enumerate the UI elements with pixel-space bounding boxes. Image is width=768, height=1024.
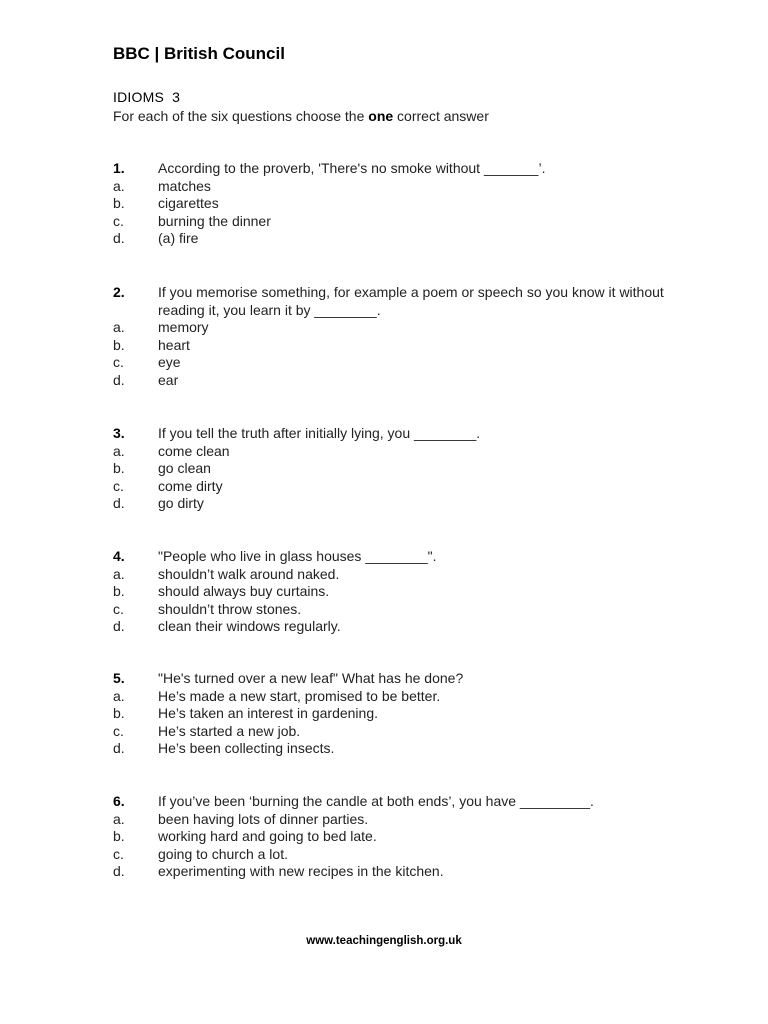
option-letter: a. xyxy=(113,177,125,194)
option-text: go clean xyxy=(158,460,211,477)
option-text: (a) fire xyxy=(158,230,199,247)
question-2 xyxy=(113,284,673,390)
question-text: If you’ve been ‘burning the candle at both ends’, you have _________. xyxy=(158,793,594,809)
document-header-title: BBC | British Council xyxy=(113,44,285,63)
option-letter: b. xyxy=(113,195,125,212)
option-d xyxy=(113,740,673,758)
footer-url: www.teachingenglish.org.uk xyxy=(306,935,462,947)
option-text: come dirty xyxy=(158,477,223,494)
option-letter: b. xyxy=(113,583,125,600)
option-letter: c. xyxy=(113,212,124,229)
option-letter: b. xyxy=(113,460,125,477)
option-text: shouldn’t walk around naked. xyxy=(158,565,340,582)
question-1 xyxy=(113,160,673,248)
option-c xyxy=(113,723,673,741)
option-letter: a. xyxy=(113,565,125,582)
option-letter: c. xyxy=(113,477,124,494)
question-5-stem xyxy=(113,670,673,688)
question-number: 5. xyxy=(113,670,125,686)
option-letter: d. xyxy=(113,740,125,757)
option-letter: b. xyxy=(113,336,125,353)
option-d xyxy=(113,372,673,390)
option-b xyxy=(113,583,673,601)
option-letter: d. xyxy=(113,495,125,512)
question-1-stem xyxy=(113,160,673,178)
option-d xyxy=(113,618,673,636)
option-letter: c. xyxy=(113,354,124,371)
question-6 xyxy=(113,793,673,881)
option-text: He’s been collecting insects. xyxy=(158,740,335,757)
option-letter: c. xyxy=(113,845,124,862)
instructions xyxy=(113,108,489,125)
option-text: He’s started a new job. xyxy=(158,722,301,739)
question-6-stem xyxy=(113,793,673,811)
option-letter: d. xyxy=(113,618,125,635)
instructions-emphasis: one xyxy=(368,108,394,124)
option-text: memory xyxy=(158,319,209,336)
option-letter: c. xyxy=(113,722,124,739)
option-d xyxy=(113,230,673,248)
option-text: working hard and going to bed late. xyxy=(158,828,377,845)
option-letter: a. xyxy=(113,687,125,704)
option-letter: c. xyxy=(113,600,124,617)
option-b xyxy=(113,828,673,846)
option-text: should always buy curtains. xyxy=(158,583,330,600)
option-text: clean their windows regularly. xyxy=(158,618,341,635)
question-4 xyxy=(113,548,673,636)
option-text: He’s taken an interest in gardening. xyxy=(158,705,378,722)
question-text: If you memorise something, for example a poem or speech so you know it without reading it, you learn it by ________. xyxy=(158,284,664,318)
option-text: ear xyxy=(158,371,179,388)
option-text: cigarettes xyxy=(158,195,219,212)
option-text: matches xyxy=(158,177,211,194)
instructions-prefix: For each of the six questions choose the xyxy=(113,108,369,124)
question-number: 4. xyxy=(113,548,125,564)
option-text: going to church a lot. xyxy=(158,845,288,862)
option-text: been having lots of dinner parties. xyxy=(158,810,369,827)
option-letter: b. xyxy=(113,828,125,845)
question-4-stem xyxy=(113,548,673,566)
question-3-stem xyxy=(113,425,673,443)
option-letter: a. xyxy=(113,810,125,827)
question-text: "People who live in glass houses ________". xyxy=(158,548,437,564)
question-text: According to the proverb, 'There's no smoke without _______’. xyxy=(158,160,546,176)
option-c xyxy=(113,213,673,231)
option-d xyxy=(113,863,673,881)
option-c xyxy=(113,601,673,619)
option-a xyxy=(113,688,673,706)
option-a xyxy=(113,178,673,196)
option-text: experimenting with new recipes in the kitchen. xyxy=(158,863,444,880)
option-a xyxy=(113,566,673,584)
option-letter: d. xyxy=(113,863,125,880)
option-b xyxy=(113,460,673,478)
option-b xyxy=(113,705,673,723)
option-letter: b. xyxy=(113,705,125,722)
option-b xyxy=(113,195,673,213)
question-text: "He's turned over a new leaf" What has he done? xyxy=(158,670,464,686)
option-text: go dirty xyxy=(158,495,204,512)
option-c xyxy=(113,478,673,496)
option-a xyxy=(113,443,673,461)
question-text: If you tell the truth after initially lying, you ________. xyxy=(158,425,481,441)
question-5 xyxy=(113,670,673,758)
question-2-stem xyxy=(113,284,673,319)
option-letter: d. xyxy=(113,371,125,388)
question-number: 2. xyxy=(113,284,125,300)
instructions-suffix: correct answer xyxy=(393,108,489,124)
option-text: burning the dinner xyxy=(158,212,271,229)
option-letter: a. xyxy=(113,319,125,336)
option-d xyxy=(113,495,673,513)
section-title: IDIOMS 3 xyxy=(113,89,181,105)
option-a xyxy=(113,811,673,829)
option-b xyxy=(113,337,673,355)
question-number: 3. xyxy=(113,425,125,441)
question-number: 1. xyxy=(113,160,125,176)
option-letter: a. xyxy=(113,442,125,459)
question-number: 6. xyxy=(113,793,125,809)
option-text: shouldn’t throw stones. xyxy=(158,600,302,617)
option-c xyxy=(113,846,673,864)
question-3 xyxy=(113,425,673,513)
option-letter: d. xyxy=(113,230,125,247)
option-text: eye xyxy=(158,354,181,371)
option-text: heart xyxy=(158,336,190,353)
option-a xyxy=(113,319,673,337)
option-text: come clean xyxy=(158,442,230,459)
option-c xyxy=(113,354,673,372)
option-text: He’s made a new start, promised to be better. xyxy=(158,687,441,704)
